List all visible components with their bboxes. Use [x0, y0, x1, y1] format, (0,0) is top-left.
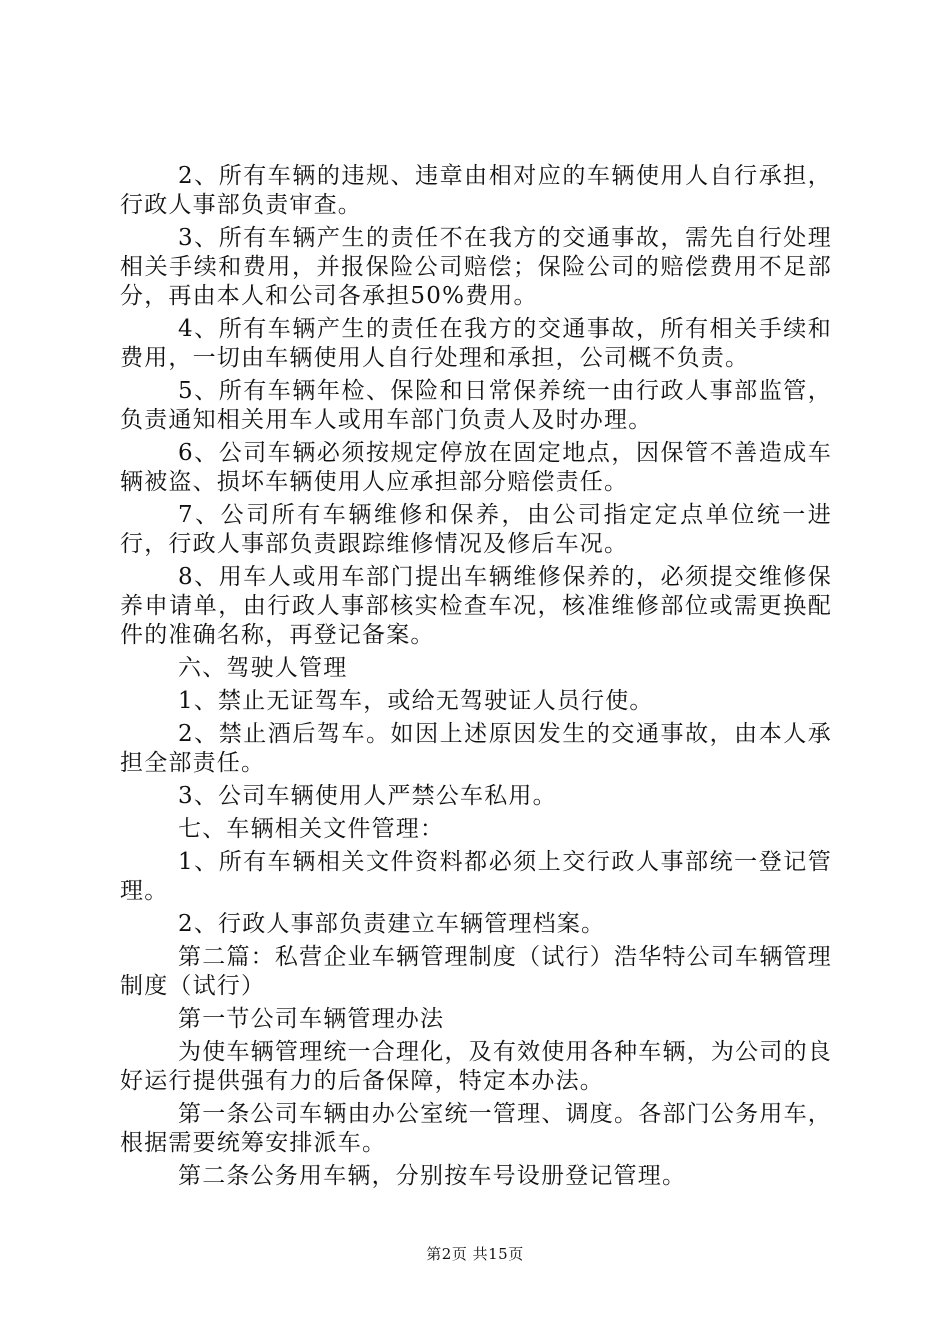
paragraph: 1、禁止无证驾车，或给无驾驶证人员行使。 — [178, 688, 654, 714]
paragraph: 3、公司车辆使用人严禁公车私用。 — [178, 783, 557, 809]
section-heading: 七、车辆相关文件管理： — [178, 816, 445, 842]
paragraph: 6、公司车辆必须按规定停放在固定地点，因保管不善造成车辆被盗、损坏车辆使用人应承担部分赔偿责任。 — [120, 440, 832, 495]
paragraph: 2、所有车辆的违规、违章由相对应的车辆使用人自行承担，行政人事部负责审查。 — [120, 163, 832, 218]
paragraph: 7、公司所有车辆维修和保养，由公司指定定点单位统一进行，行政人事部负责跟踪维修情况及修后车况。 — [120, 502, 832, 557]
paragraph: 2、行政人事部负责建立车辆管理档案。 — [178, 911, 606, 937]
paragraph: 3、所有车辆产生的责任不在我方的交通事故，需先自行处理相关手续和费用，并报保险公司赔偿；保险公司的赔偿费用不足部分，再由本人和公司各承担50%费用。 — [120, 225, 832, 309]
paragraph: 4、所有车辆产生的责任在我方的交通事故，所有相关手续和费用，一切由车辆使用人自行处理和承担，公司概不负责。 — [120, 316, 832, 371]
paragraph: 1、所有车辆相关文件资料都必须上交行政人事部统一登记管理。 — [120, 849, 832, 904]
chapter-title: 第二篇：私营企业车辆管理制度（试行）浩华特公司车辆管理制度（试行） — [120, 944, 832, 999]
page-number-footer: 第2页 共15页 — [426, 1245, 524, 1263]
paragraph: 第一条公司车辆由办公室统一管理、调度。各部门公务用车，根据需要统筹安排派车。 — [120, 1101, 832, 1156]
document-body — [120, 162, 832, 1195]
paragraph: 5、所有车辆年检、保险和日常保养统一由行政人事部监管，负责通知相关用车人或用车部门负责人及时办理。 — [120, 378, 832, 433]
section-heading: 第一节公司车辆管理办法 — [178, 1006, 445, 1032]
paragraph: 8、用车人或用车部门提出车辆维修保养的，必须提交维修保养申请单，由行政人事部核实检查车况，核准维修部位或需更换配件的准确名称，再登记备案。 — [120, 564, 832, 648]
section-heading: 六、驾驶人管理 — [178, 655, 348, 681]
paragraph: 2、禁止酒后驾车。如因上述原因发生的交通事故，由本人承担全部责任。 — [120, 721, 832, 776]
paragraph: 第二条公务用车辆，分别按车号设册登记管理。 — [178, 1163, 687, 1189]
paragraph: 为使车辆管理统一合理化，及有效使用各种车辆，为公司的良好运行提供强有力的后备保障，特定本办法。 — [120, 1039, 832, 1094]
